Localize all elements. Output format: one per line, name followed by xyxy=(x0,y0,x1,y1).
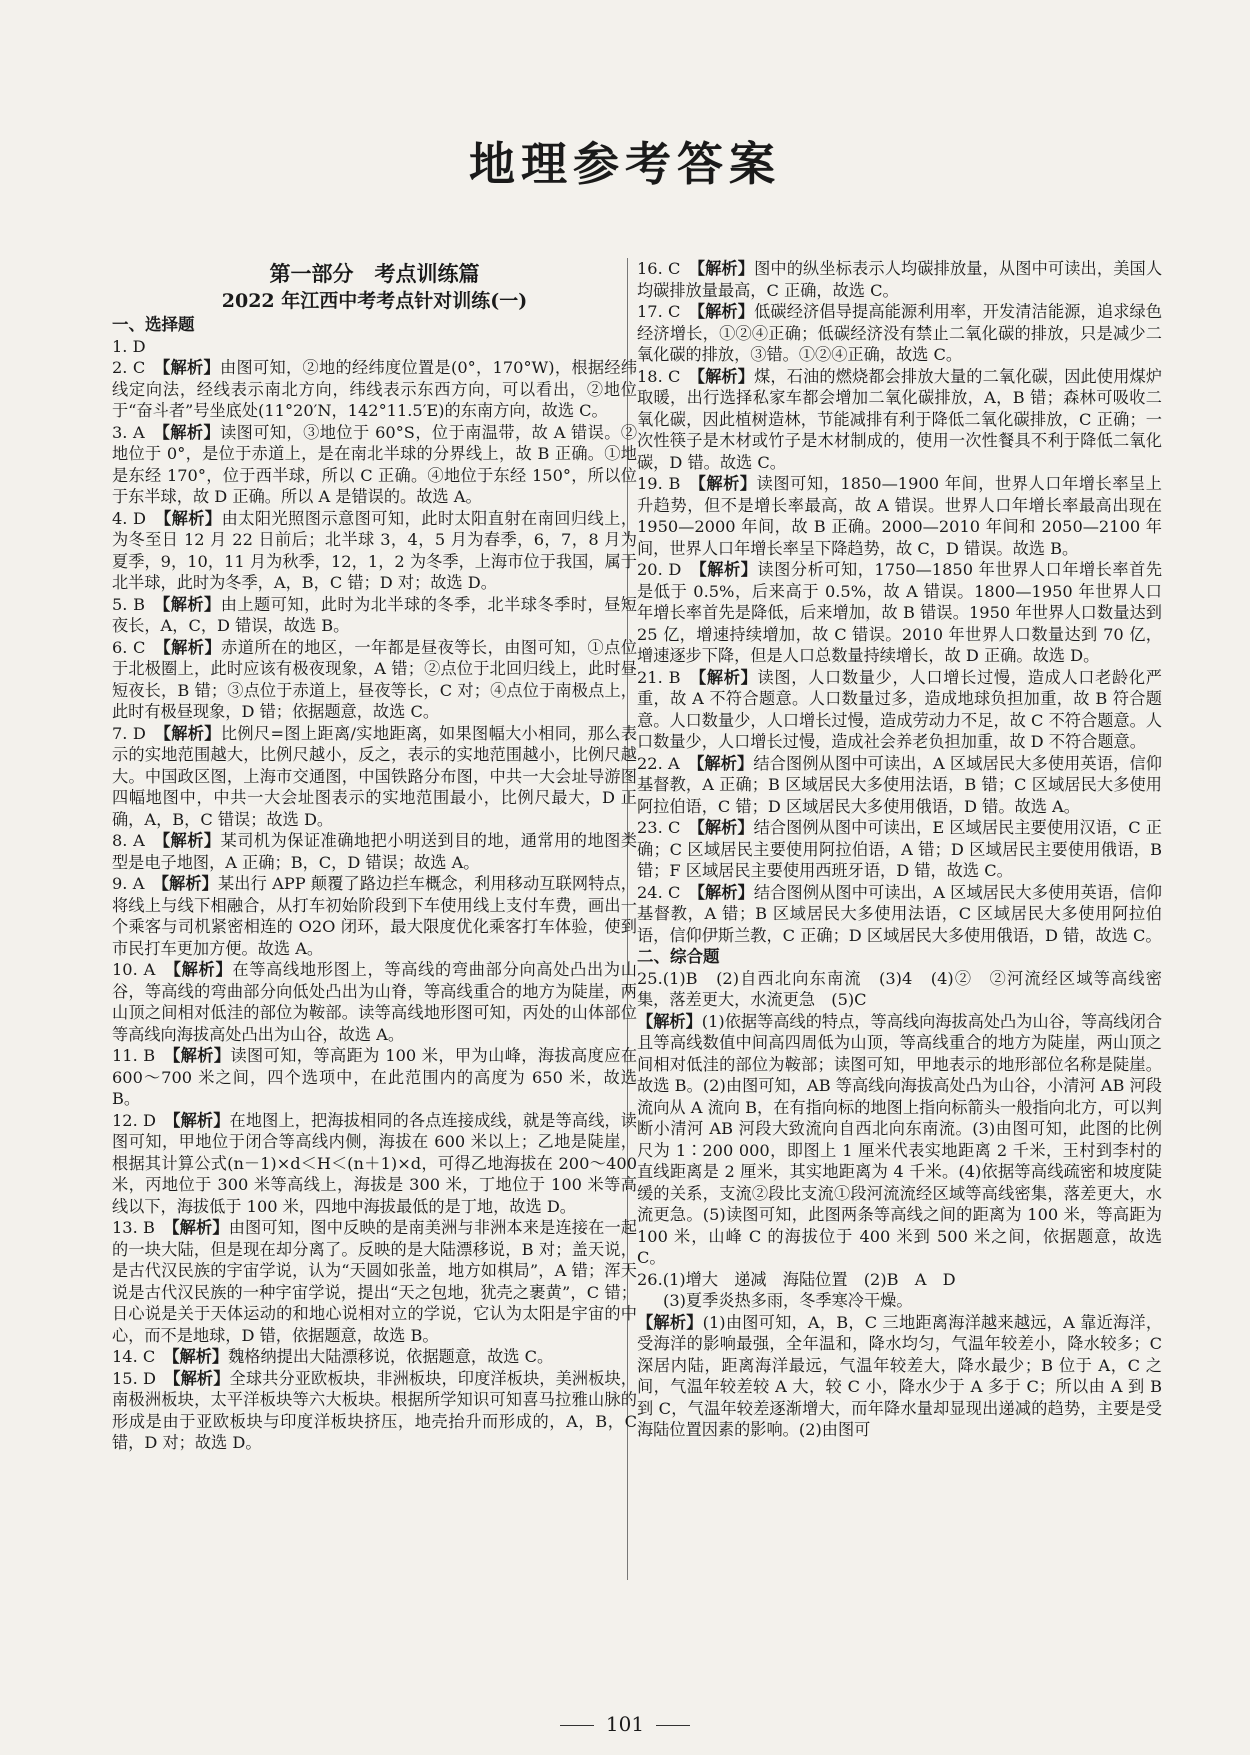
section-heading-choice: 一、选择题 xyxy=(112,315,195,334)
page-title: 地理参考答案 xyxy=(469,137,781,191)
answer-number: 4. D xyxy=(112,508,147,528)
analysis-text: 由上题可知，此时为北半球的冬季，北半球冬季时，昼短夜长，A，C，D 错误，故选 B。 xyxy=(112,594,637,635)
answer-item xyxy=(637,667,1162,753)
analysis-tag: 【解析】 xyxy=(161,422,221,442)
analysis-text: 全球共分亚欧板块，非洲板块，印度洋板块，美洲板块，南极洲板块，太平洋板块等六大板块。根据所学知识可知喜马拉雅山脉的形成是由于亚欧板块与印度洋板块挤压，地壳抬升而形成的，A，B，C 错，D 对；故选 D。 xyxy=(112,1368,637,1452)
analysis-text: 由图可知，图中反映的是南美洲与非洲本来是连接在一起的一块大陆，但是现在却分离了。反映的是大陆漂移说，B 对；盖天说，是古代汉民族的宇宙学说，认为“天圆如张盖，地方如棋局”，A 错；浑天说是古代汉民族的一种宇宙学说，提出“天之包地，犹壳之裹黄”，C 错；日心说是关于天体运动的和地心说相对立的学说，它认为太阳是宇宙的中心，而不是地球，D 错，依据题意，故选 B。 xyxy=(112,1218,638,1345)
answer-number: 9. A xyxy=(112,874,145,893)
sub-title: 2022 年江西中考考点针对训练(一) xyxy=(221,290,528,312)
answer-number: 21. B xyxy=(637,667,681,687)
answer-item xyxy=(112,723,637,831)
analysis-tag: 【解析】 xyxy=(696,259,755,278)
answer-number: 14. C xyxy=(112,1347,156,1366)
section-heading-comprehensive: 二、综合题 xyxy=(637,947,720,966)
analysis-text: 赤道所在的地区，一年都是昼夜等长，由图可知，①点位于北极圈上，此时应该有极夜现象，A 错；②点位于北回归线上，此时昼短夜长，B 错；③点位于赤道上，昼夜等长，C 对；④点位于南极点上，此时有极昼现象，D 错；依据题意，故选 C。 xyxy=(112,637,638,721)
part-title: 第一部分 考点训练篇 xyxy=(269,261,480,286)
analysis-tag: 【解析】 xyxy=(637,1312,703,1332)
answer-number: 7. D xyxy=(112,723,146,743)
answer-number: 24. C xyxy=(637,882,681,902)
analysis-text: (1)依据等高线的特点，等高线向海拔高处凸为山谷，等高线闭合且等高线数值中间高四周低为山顶，等高线重合的地方为陡崖，两山顶之间相对低洼的部位为鞍部；读图可知，甲地表示的地形部位名称是陡崖。故选 B。(2)由图可知，AB 等高线向海拔高处凸为山谷，小清河 AB 河段流向从 A 流向 B，在有指向标的地图上指向标箭头一般指向北方，可以判断小清河 AB 河段大致流向自西北向东南流。(3)由图可知，此图的比例尺为 1∶200 000，即图上 1 厘米代表实地距离 2 千米，王村到李村的直线距离是 2 厘米，其实地距离为 4 千米。(4)依据等高线疏密和坡度陡缓的关系，支流②段比支流①段河流流经区域等高线密集，落差更大，水流更急。(5)读图可知，此图两条等高线之间的距离为 100 米，等高距为 100 米，山峰 C 的海拔位于 400 米到 500 米之间，依据题意，故选 C。 xyxy=(637,1011,1163,1267)
comprehensive-item xyxy=(637,1269,1162,1441)
answer-item xyxy=(112,1045,637,1110)
right-column xyxy=(637,258,1162,1441)
answer-item xyxy=(112,1368,637,1454)
analysis-text: 读图，人口数量少，人口增长过慢，造成人口老龄化严重，故 A 不符合题意。人口数量过多，造成地球负担加重，故 B 符合题意。人口数量少，人口增长过慢，造成劳动力不足，故 C 不符合题意。人口数量少，人口增长过慢，造成社会养老负担加重，故 D 不符合题意。 xyxy=(637,667,1162,751)
answer-number: 10. A xyxy=(112,960,156,979)
answer-line: (3)夏季炎热多雨，冬季寒冷干燥。 xyxy=(663,1291,913,1310)
analysis-text: 在等高线地形图上，等高线的弯曲部分向高处凸出为山谷，等高线的弯曲部分向低处凸出为山脊，等高线重合的地方为陡崖，两山顶之间相对低洼的部位为鞍部。读等高线地形图可知，丙处的山体部位等高线向海拔高处凸出为山谷，故选 A。 xyxy=(112,960,637,1044)
answer-number: 23. C xyxy=(637,818,681,837)
answer-number: 18. C xyxy=(637,366,681,386)
answer-text: (1)增大 递减 海陆位置 (2)B A D xyxy=(662,1269,956,1289)
answer-number: 3. A xyxy=(112,422,145,442)
answer-item xyxy=(637,817,1162,882)
analysis-tag: 【解析】 xyxy=(698,560,758,579)
analysis-tag: 【解析】 xyxy=(696,302,755,321)
analysis-tag: 【解析】 xyxy=(697,474,757,493)
answer-number: 8. A xyxy=(112,831,145,850)
analysis-text: 读图可知，等高距为 100 米，甲为山峰，海拔高度应在 600～700 米之间，四个选项中，在此范围内的高度为 650 米，故选 B。 xyxy=(112,1046,638,1108)
answer-item xyxy=(637,258,1162,301)
left-column xyxy=(112,258,637,1454)
answer-item xyxy=(112,873,637,959)
answer-number: 17. C xyxy=(637,302,681,321)
answer-item xyxy=(112,508,637,594)
analysis-tag: 【解析】 xyxy=(696,753,754,773)
analysis-text: 读图分析可知，1750—1850 年世界人口年增长率首先是低于 0.5%，后来高于 0.5%，故 A 错误。1800—1950 年世界人口年增长率首先是降低，后来增加，故 B 错误。1950 年世界人口数量达到 25 亿，增速持续增加，故 C 错误。2010 年世界人口数量达到 70 亿，增速逐步下降，但是人口总数量持续增长，故 D 正确。故选 D。 xyxy=(637,560,1163,665)
answer-item xyxy=(112,336,637,358)
answer-number: 19. B xyxy=(637,474,681,493)
analysis-text: 煤，石油的燃烧都会排放大量的二氧化碳，因此使用煤炉取暖，出行选择私家车都会增加二氧化碳排放，A，B 错；森林可吸收二氧化碳，因此植树造林，节能减排有利于降低二氧化碳排放，C 正确；一次性筷子是木材或竹子是木材制成的，使用一次性餐具不利于降低二氧化碳，D 错。故选 C。 xyxy=(637,366,1163,472)
analysis-tag: 【解析】 xyxy=(162,358,221,377)
answer-item xyxy=(112,1217,637,1346)
analysis-tag: 【解析】 xyxy=(172,1046,231,1065)
answer-number: 16. C xyxy=(637,259,681,278)
left-answer-list xyxy=(112,336,637,1454)
analysis-tag: 【解析】 xyxy=(698,667,758,687)
comprehensive-item xyxy=(637,968,1162,1269)
page-number-dash xyxy=(656,1725,690,1726)
answer-item xyxy=(637,753,1162,818)
analysis-tag: 【解析】 xyxy=(696,882,754,902)
answer-item xyxy=(637,473,1162,559)
analysis-tag: 【解析】 xyxy=(172,1110,230,1130)
analysis-text: 读图可知，③地位于 60°S，位于南温带，故 A 错误。②地位于 0°，是位于赤道上，是在南北半球的分界线上，故 B 正确。①地是东经 170°，位于西半球，所以 C 正确。④地位于东经 150°，所以位于东半球，故 D 正确。所以 A 是错误的。故选 A。 xyxy=(112,422,638,506)
analysis-tag: 【解析】 xyxy=(172,1368,230,1388)
analysis-tag: 【解析】 xyxy=(162,594,221,614)
answer-number: 25. xyxy=(637,968,663,988)
analysis-text: 结合图例从图中可读出，A 区域居民大多使用英语，信仰基督教，A 正确；B 区域居民大多使用法语，B 错；C 区域居民大多使用阿拉伯语，C 错；D 区域居民大多使用俄语，D 错。故选 A。 xyxy=(637,753,1162,816)
answer-item xyxy=(637,882,1162,947)
answer-item xyxy=(112,1346,637,1368)
answer-number: 1. D xyxy=(112,336,146,356)
answer-text: (1)B (2)自西北向东南流 (3)4 (4)② ②河流经区域等高线密集，落差更大，水流更急 (5)C xyxy=(637,968,1162,1009)
analysis-tag: 【解析】 xyxy=(162,723,221,743)
analysis-tag: 【解析】 xyxy=(696,818,754,837)
analysis-tag: 【解析】 xyxy=(172,960,233,979)
analysis-tag: 【解析】 xyxy=(161,831,221,850)
analysis-text: 在地图上，把海拔相同的各点连接成线，就是等高线，读图可知，甲地位于闭合等高线内侧，海拔在 600 米以上；乙地是陡崖，根据其计算公式(n－1)×d＜H＜(n＋1)×d，可得乙地海拔在 200～400 米，丙地位于 300 米等高线上，海拔是 300 米，丁地位于 100 米等高线以下，海拔低于 100 米，四地中海拔最低的是丁地，故选 D。 xyxy=(112,1110,637,1216)
answer-number: 2. C xyxy=(112,358,146,377)
analysis-text: 结合图例从图中可读出，A 区域居民大多使用英语，信仰基督教，A 错；B 区域居民大多使用法语，C 区域居民大多使用阿拉伯语，信仰伊斯兰教，C 正确；D 区域居民大多使用俄语，D 错，故选 C。 xyxy=(637,882,1162,945)
page-number xyxy=(0,1712,1250,1736)
analysis-text: 由太阳光照图示意图可知，此时太阳直射在南回归线上，为冬至日 12 月 22 日前后；北半球 3，4，5 月为春季，6，7，8 月为夏季，9，10，11 月为秋季，12，1，2 为冬季，上海市位于我国，属于北半球，此时为冬季，A，B，C 错；D 对；故选 D。 xyxy=(112,508,638,592)
analysis-text: 某出行 APP 颠覆了路边拦车概念，利用移动互联网特点，将线上与线下相融合，从打车初始阶段到下车使用线上支付车费，画出一个乘客与司机紧密相连的 O2O 闭环，最大限度优化乘客打车体验，使到市民打车更加方便。故选 A。 xyxy=(112,874,637,958)
answer-item xyxy=(112,422,637,508)
answer-item xyxy=(112,1110,637,1218)
answer-number: 13. B xyxy=(112,1218,155,1237)
page-number-value: 101 xyxy=(605,1712,645,1736)
answer-item xyxy=(112,594,637,637)
analysis-text: 由图可知，②地的经纬度位置是(0°，170°W)，根据经纬线定向法，经线表示南北方向，纬线表示东西方向，可以看出，②地位于“奋斗者”号坐底处(11°20′N，142°11.5′E)的东南方向，故选 C。 xyxy=(112,358,638,420)
analysis-tag: 【解析】 xyxy=(637,1011,702,1031)
answer-item xyxy=(637,301,1162,366)
analysis-tag: 【解析】 xyxy=(162,637,222,657)
answer-number: 22. A xyxy=(637,753,680,773)
answer-number: 26. xyxy=(637,1269,663,1289)
answer-number: 11. B xyxy=(112,1046,156,1065)
answer-item xyxy=(112,357,637,422)
analysis-text: 图中的纵坐标表示人均碳排放量，从图中可读出，美国人均碳排放量最高，C 正确，故选 C。 xyxy=(637,259,1163,300)
analysis-tag: 【解析】 xyxy=(696,366,755,386)
analysis-tag: 【解析】 xyxy=(171,1347,229,1366)
page-number-dash xyxy=(560,1725,594,1726)
analysis-text: 比例尺=图上距离/实地距离，如果图幅大小相同，那么表示的实地范围越大，比例尺越小，反之，表示的实地范围越小，比例尺越大。中国政区图，上海市交通图，中国铁路分布图，中共一大会址导游图四幅地图中，中共一大会址图表示的实地范围最小，比例尺最大，D 正确，A，B，C 错误；故选 D。 xyxy=(112,723,638,829)
comprehensive-answer-list xyxy=(637,968,1162,1441)
answer-item xyxy=(637,366,1162,474)
analysis-text: 低碳经济倡导提高能源利用率，开发清洁能源，追求绿色经济增长，①②④正确；低碳经济没有禁止二氧化碳的排放，只是减少二氧化碳的排放，③错。①②④正确，故选 C。 xyxy=(637,302,1163,364)
answer-item xyxy=(637,559,1162,667)
answer-number: 20. D xyxy=(637,560,682,579)
answer-number: 5. B xyxy=(112,594,145,614)
answer-item xyxy=(112,830,637,873)
answer-number: 12. D xyxy=(112,1110,156,1130)
answer-item xyxy=(112,637,637,723)
answer-number: 15. D xyxy=(112,1368,156,1388)
analysis-tag: 【解析】 xyxy=(160,874,218,893)
right-answer-list xyxy=(637,258,1162,946)
analysis-text: (1)由图可知，A，B，C 三地距离海洋越来越远，A 靠近海洋，受海洋的影响最强，全年温和，降水均匀，气温年较差小，降水较多；C 深居内陆，距离海洋最远，气温年较差大，降水最少；B 位于 A，C 之间，气温年较差较 A 大，较 C 小，降水少于 A 多于 C；所以由 A 到 B 到 C，气温年较差逐渐增大，而年降水量却显现出递减的趋势，主要是受海陆位置因素的影响。(2)由图可 xyxy=(637,1312,1163,1439)
analysis-tag: 【解析】 xyxy=(171,1218,229,1237)
analysis-text: 读图可知，1850—1900 年间，世界人口年增长率呈上升趋势，但不是增长率最高，故 A 错误。世界人口年增长率最高出现在 1950—2000 年间，故 B 正确。2000—2010 年间和 2050—2100 年间，世界人口年增长率呈下降趋势，故 C，D 错误。故选 B。 xyxy=(637,474,1162,558)
answer-number: 6. C xyxy=(112,637,146,657)
answer-item xyxy=(112,959,637,1045)
analysis-text: 某司机为保证准确地把小明送到目的地，通常用的地图类型是电子地图，A 正确；B，C，D 错误；故选 A。 xyxy=(112,831,638,872)
analysis-tag: 【解析】 xyxy=(163,508,222,528)
analysis-text: 结合图例从图中可读出，E 区域居民主要使用汉语，C 正确；C 区域居民主要使用阿拉伯语，A 错；D 区域居民主要使用俄语，B 错；F 区域居民主要使用西班牙语，D 错，故选 C。 xyxy=(637,818,1162,880)
analysis-text: 魏格纳提出大陆漂移说，依据题意，故选 C。 xyxy=(228,1347,554,1366)
